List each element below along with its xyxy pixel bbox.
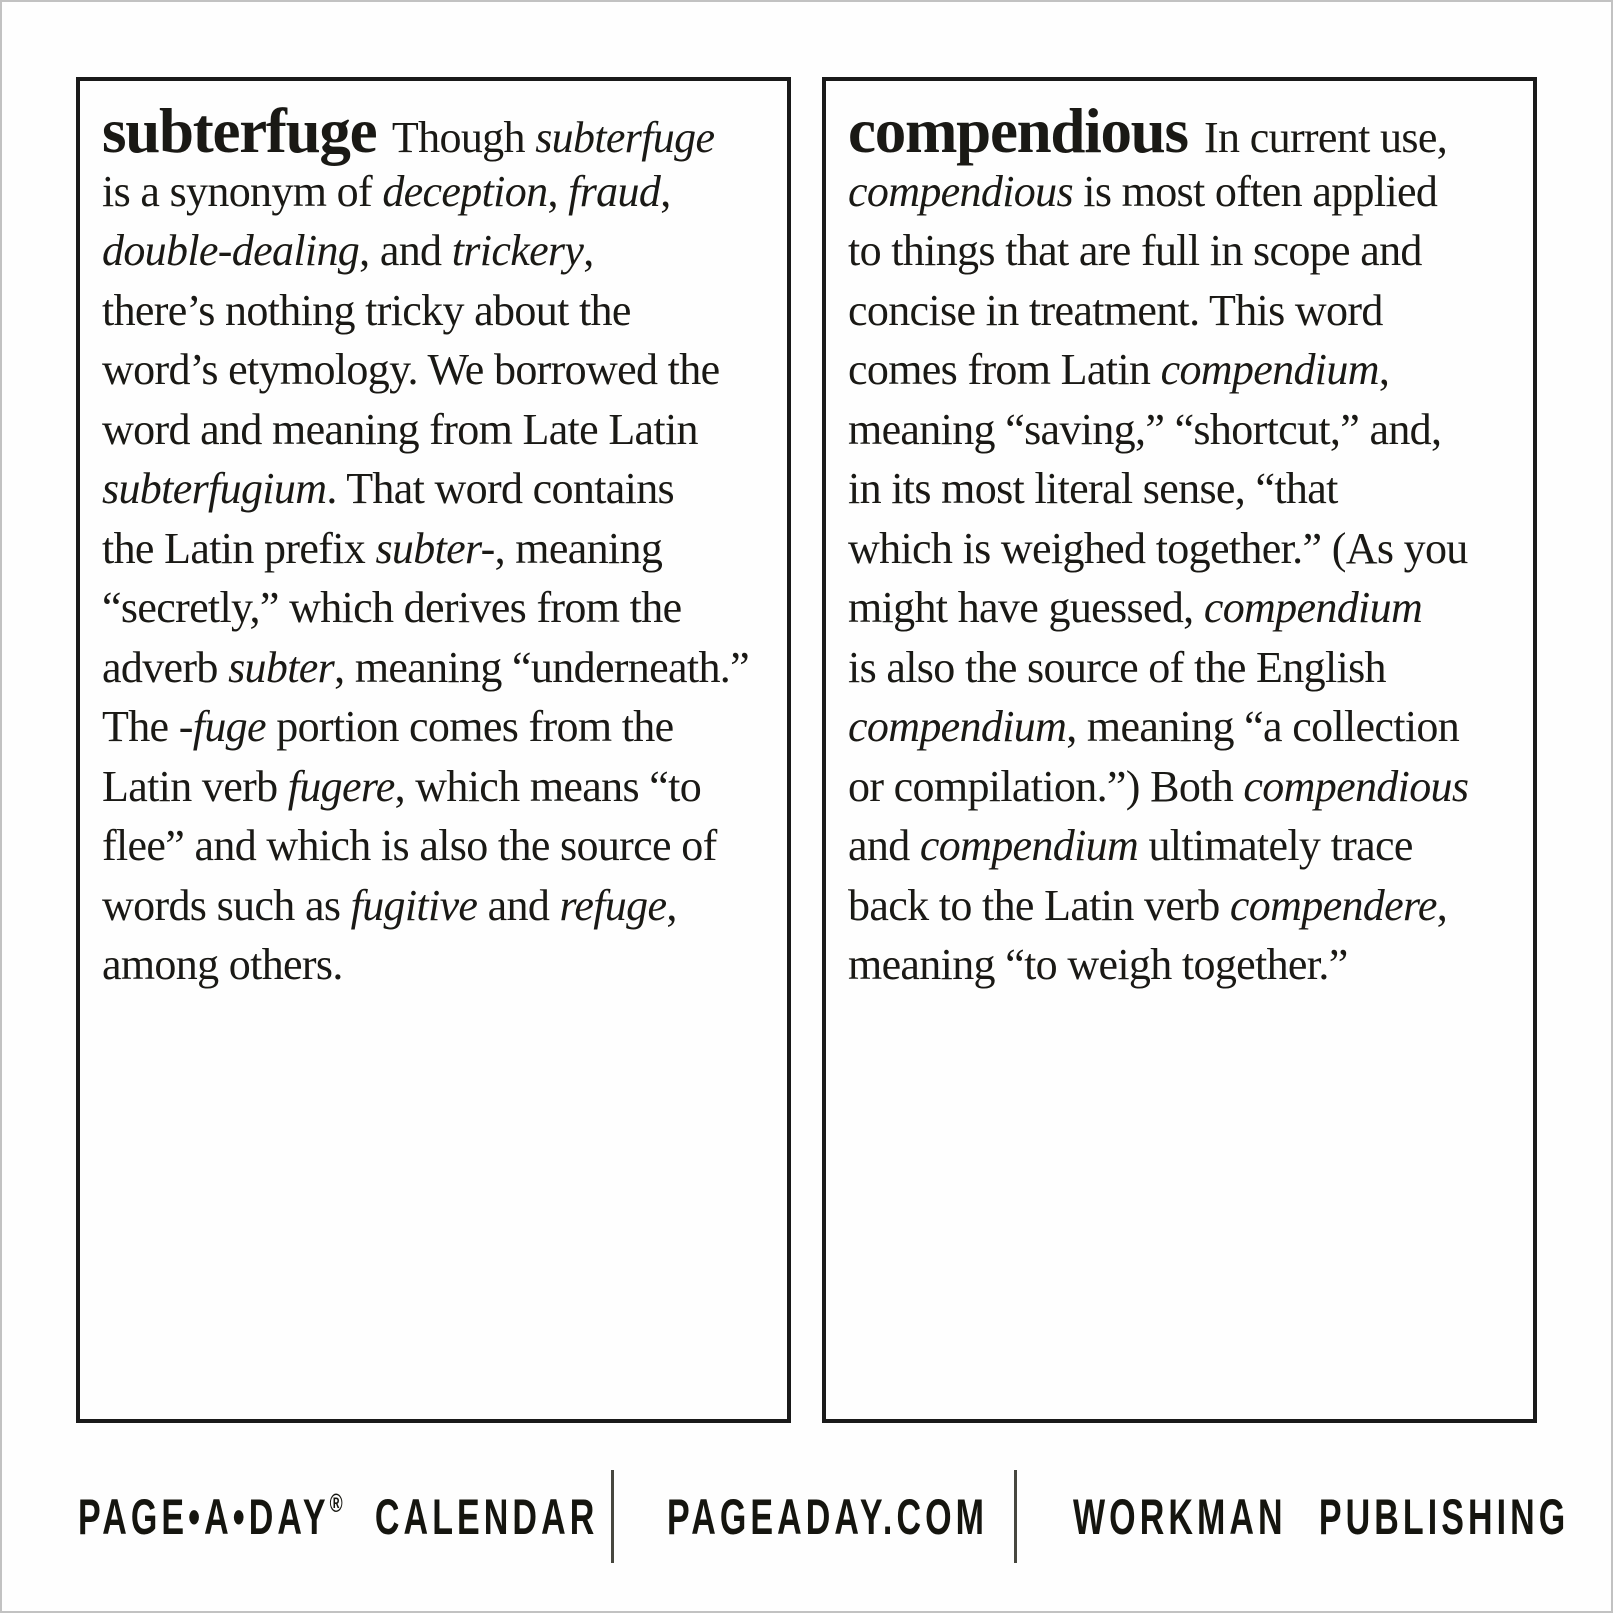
text-segment: ultimately trace [1138,821,1413,870]
text-segment: word’s etymology. We borrowed the [102,345,720,394]
text-line [848,757,1523,817]
text-line [102,96,777,166]
text-segment: the Latin prefix [102,523,376,573]
text-segment: fugere [287,761,395,811]
text-segment: , and [359,226,452,275]
text-segment: is also the source of the English [848,642,1386,692]
footer-website [667,1470,1139,1563]
text-segment: , which means “to [394,761,702,811]
footer-brand-text [78,1488,598,1546]
text-segment: , [660,166,671,216]
text-line [848,340,1523,400]
text-segment: compendious [848,166,1073,216]
text-line [848,578,1523,638]
text-segment: compendium [1160,345,1379,394]
text-segment: or compilation.”) Both [848,761,1244,811]
text-segment: Though [382,113,536,162]
text-segment: back to the Latin verb [848,880,1230,930]
text-segment: . That word contains [326,464,675,513]
text-segment: , [1378,345,1390,394]
footer-divider [1014,1470,1017,1563]
text-line [102,638,777,698]
brand-name: PAGE•A•DAY [78,1488,330,1545]
text-segment: adverb [102,642,229,692]
text-segment: subterfugium [102,464,327,513]
text-line [848,281,1523,341]
text-segment: in its most literal sense, “that [848,464,1338,513]
text-segment: portion comes from the [265,702,674,751]
text-segment: meaning “to weigh together.” [848,940,1348,989]
entry-panel-subterfuge [76,77,791,1423]
text-segment: word and meaning from Late Latin [102,404,698,454]
text-segment: subter [228,642,335,692]
text-line [848,697,1523,757]
text-line [102,816,777,876]
text-segment: is a synonym of [102,166,383,216]
dictionary-entry [80,81,787,995]
text-segment: is most often applied [1072,166,1438,216]
brand-suffix: CALENDAR [342,1488,599,1545]
text-segment: fugitive [350,880,478,930]
text-segment: and [477,880,560,930]
text-line [848,400,1523,460]
text-segment: subterfuge [535,113,715,162]
dictionary-entry [826,81,1533,995]
text-segment: there’s nothing tricky about the [102,285,631,335]
footer-website-text: PAGEADAY.COM [667,1488,989,1545]
text-segment: which is weighed together.” (As you [848,523,1468,573]
text-segment: , [547,166,569,216]
text-line [102,519,777,579]
text-line [102,757,777,817]
text-line [102,340,777,400]
text-segment: compendium [919,821,1139,870]
text-segment: -fuge [178,702,266,751]
text-segment: subter- [375,523,495,573]
text-segment: , [1436,880,1448,930]
text-segment: In current use, [1193,113,1448,162]
text-line [102,876,777,936]
text-segment: among others. [102,940,343,989]
text-line [848,638,1523,698]
text-line [848,221,1523,281]
registered-trademark-symbol: ® [329,1487,343,1518]
text-segment: to things that are full in scope and [848,226,1422,275]
text-segment: double-dealing [102,226,360,275]
text-segment: meaning “saving,” “shortcut,” and, [848,404,1442,454]
text-line [848,96,1523,166]
text-segment: words such as [102,880,351,930]
text-segment: , [583,226,594,275]
text-line [848,459,1523,519]
footer-publisher [1073,1470,1613,1563]
text-segment: Latin verb [102,761,288,811]
text-line [848,162,1523,222]
text-line [102,221,777,281]
text-segment: might have guessed, [848,583,1204,632]
text-line [848,816,1523,876]
text-segment: compendious [1243,761,1469,811]
text-segment: compendere [1229,880,1437,930]
text-segment: , [666,880,677,930]
text-line [848,935,1523,995]
text-segment: , meaning “a collection [1066,702,1460,751]
text-segment: , meaning [494,523,663,573]
text-line [102,162,777,222]
text-segment: refuge [559,880,667,930]
headword: compendious [848,96,1188,166]
entry-panel-compendious [822,77,1537,1423]
text-line [102,578,777,638]
footer-publisher-text: WORKMAN PUBLISHING [1073,1488,1570,1545]
text-line [848,519,1523,579]
text-line [848,876,1523,936]
text-segment: trickery [451,226,584,275]
text-segment: flee” and which is also the source of [102,821,717,870]
text-segment: The [102,702,179,751]
text-segment: , meaning “underneath.” [334,642,749,692]
text-segment: compendium [1203,583,1423,632]
text-segment: concise in treatment. This word [848,285,1383,335]
text-segment: compendium [848,702,1067,751]
text-segment: and [848,821,920,870]
headword: subterfuge [102,96,377,166]
text-line [102,697,777,757]
text-segment: “secretly,” which derives from the [102,583,682,632]
text-segment: fraud [568,166,661,216]
footer-divider [611,1470,614,1563]
text-line [102,459,777,519]
text-segment: comes from Latin [848,345,1161,394]
text-line [102,400,777,460]
text-segment: deception [382,166,548,216]
text-line [102,281,777,341]
text-line [102,935,777,995]
